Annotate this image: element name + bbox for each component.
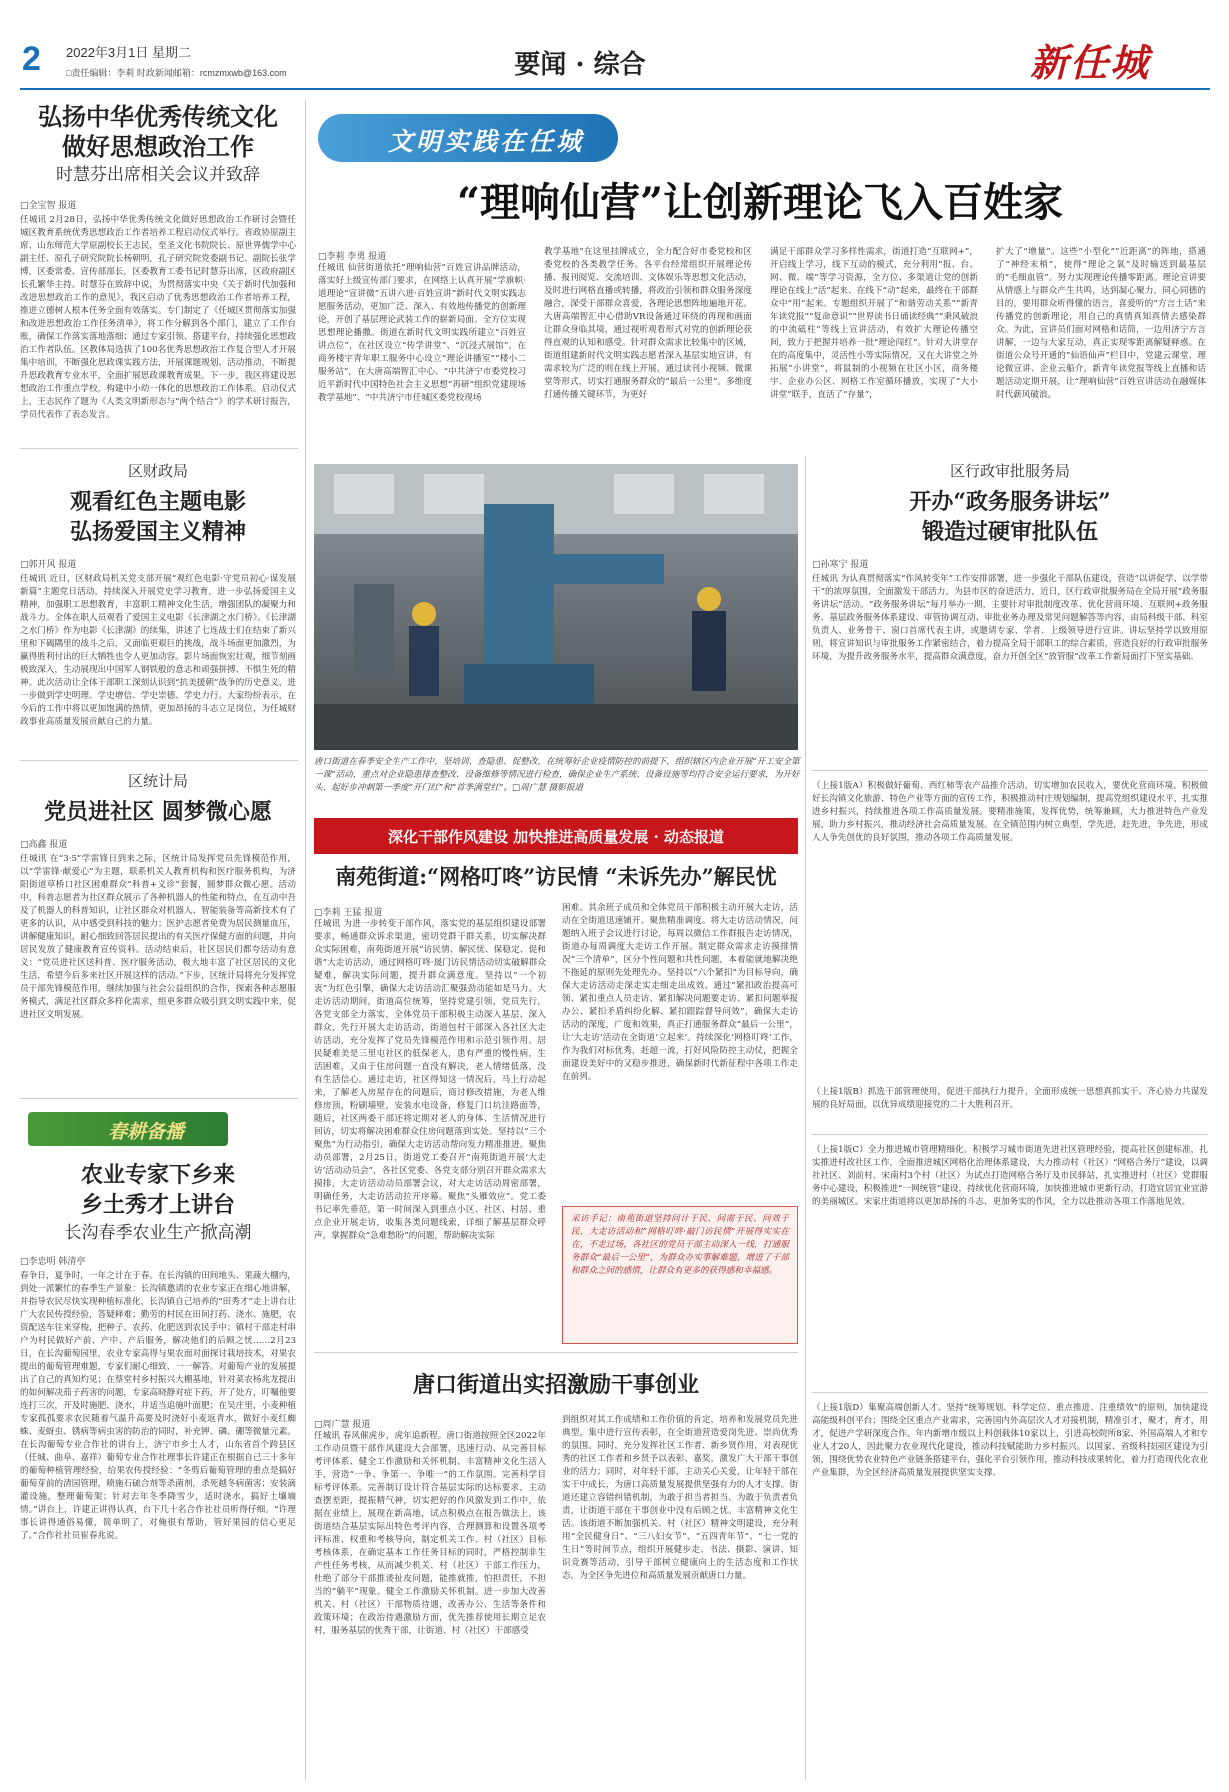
tangkou-title: 唐口街道出实招激励干事创业 bbox=[412, 1372, 699, 1398]
tangkou-byline: □周广慧 报道 bbox=[314, 1420, 371, 1430]
approval-byline: □孙寒宁 报道 bbox=[812, 560, 869, 570]
feature-col3: 满足干部群众学习多样性需求，街道打造“互联网+”，开启线上学习，线下互动的模式，充分利用“报、台、网、微、端”等学习资源，全方位、多渠道让党的创新理论在线上“活”起来、在线下“动”起来，最终在干部群众中“用”起来。专题组织开展了“和谐劳动关系”“新青年读党报”“复命意识”“世界读书日诵读经典”“秉风破浪的中流砥柱”等线上宣讲活动，有效扩大理论传播空间，致力于把握并培养一批“理论闯红”。针对大讲堂存在的高度集中，灵活性小等实际情况，又在大讲堂之外拓展“小讲堂”，将鼠制的小视频在社区小区，商务楼宇、企业办公区、网格工作室循环播放，实现了“大小讲堂”联手，直活了“存量”， bbox=[770, 247, 978, 400]
spring-banner bbox=[28, 1112, 228, 1146]
heritage-body: 任城讯 2月28日，弘扬中华优秀传统文化做好思想政治工作研讨会暨任城区教育系统优秀思想政治工作者培养工程启动仪式举行。省政协原副主席、山东师范大学原副校长王志民，至圣文化书院院长、原世界儒学中心副主任、原孔子研究院院长杨朝明，孔子研究院党委副书记、副院长张学博，区委常委、宣传部部长，区委教育工委书记时慧芬出席，区政府副区长孔繁华主持。时慧芬在致辞中说，为贯彻落实中央《关于新时代加强和改进思想政治工作的意见》，我区启动了优秀思想政治工作者培养工程，推进立德树人根本任务全面有效落实。专门制定了《任城区贯彻落实加强和改进思想政治工作任务清单》，将工作分解到各个部门，建立了工作台账，确保工作落实落地落细；通过专家引领、搭建平台，持续强化思想政治工作者队伍。区教体局选拔了100名优秀思想政治工作复合型人才开展集中培训，不断强化思政课实践方法，开展课题规划、活动推动，不断提升思政教育专业水平，全面扩展思政课教育成果。下一步，我区将建设思想政治工作重点学校，构建中小幼一体化的思想政治工作体系。启动仪式上，王志民作了题为《人类文明新形态与“两个结合”》的学术研讨报告，学员代表作了表态发言。 bbox=[20, 215, 296, 420]
feature-byline: □李莉 李勇 报道 bbox=[318, 252, 387, 262]
spring-banner-text: 春耕备播 bbox=[108, 1121, 185, 1143]
heritage-title-1: 弘扬中华优秀传统文化 bbox=[38, 102, 278, 131]
article-spring bbox=[20, 1160, 296, 1774]
heritage-title-2: 做好思想政治工作 bbox=[62, 132, 254, 161]
spring-title-1: 农业专家下乡来 bbox=[80, 1162, 235, 1188]
deepen-col2: 困难。其余班子成员和全体党员干部积极主动开展大走访，活动在全街道迅速铺开。聚焦精准调度。将大走访活动情况，问题纳入班子会议进行讨论，每周以微信工作群报告走访情况，街道办每周调度大走访工作开展。制定群众需求走访摸排情况“三个清单”，区分个性问题和共性问题，本着能就地解决绝不拖延的原则先处理先办。坚持以“六个紧扣”为目标导向，确保大走访活动走深走实走细走出成效。通过“紧扣政治提高可领、紧扣重点人员走访、紧扣解决问题要走访、紧扣问题举报办公、紧扣矛盾纠纷化解、紧扣跟踪督导问效”，确保大走访活动的深度，广度和效果，真正打通服务群众“最后一公里”，让‘大走访’活动在全街道‘立起来’。持续深化‘网格叮咚’工作，作为我们对标优秀，赶超一流，打好风险防控主动仗，把握全面建设美好中的又稳步推进，确保新时代新征程中各项工作走在前列。 bbox=[562, 903, 798, 1082]
finance-title-2: 弘扬爱国主义精神 bbox=[69, 519, 246, 545]
issue-date: 2022年3月1日 星期二 bbox=[66, 45, 191, 60]
finance-body: 任城讯 近日，区财政局机关党支部开展“观红色电影·守党员初心·谋发展新篇”主题党日活动，持续深入开展党史学习教育，进一步弘扬爱国主义精神，加强职工思想教育，丰富职工精神文化生活，增强团队的凝聚力和战斗力。全体在职人员观看了爱国主义电影《长津湖之水门桥》。《长津湖之水门桥》作为电影《长津湖》的续集，讲述了七连战士们在结束了新兴里和下碣隅里的战斗之后，又面临更艰巨的挑战，战斗场面更加激烈，为赢得胜利付出的巨大牺牲也令人更加动容。影片场面恢宏壮观，细节刻画极致深入，生动展现出中国军人钢铁般的意志和顽强拼搏、不惧生死的精神。此次活动让全体干部职工深刻认识到“抗美援朝”战争的历史意义，进一步做到学史明理、学史增信、学史崇德、学史力行。大家纷纷表示，在今后的工作中将以更加饱满的热情，更加昂扬的斗志立足岗位，为任城财政事业高质量发展贡献自己的力量。 bbox=[20, 574, 296, 727]
article-finance bbox=[20, 460, 296, 755]
spring-byline: □李忠明 韩清亭 bbox=[20, 1257, 86, 1267]
header-rule bbox=[20, 88, 1210, 90]
divider bbox=[314, 1352, 798, 1353]
statistics-title: 党员进社区 圆梦微心愿 bbox=[44, 799, 272, 825]
approval-title-1: 开办“政务服务讲坛” bbox=[909, 489, 1111, 515]
feature-title: “理响仙营”让创新理论飞入百姓家 bbox=[456, 179, 1063, 226]
brief-c: （上接1版C）全力推进城市管理精细化。积极学习城市街道先进社区管理经验，提高社区创建标准，扎实推进村改社区工作，全面推进城区网格化治理体系建设，大力推动村（社区）“网格合务厅”建设，以调社社区、刘前村、宋南村3个村（社区）为试点打造网格合务厅及市民驿站，扎实推进村（社区）党群服务中心建设，积极推进“一网统管”建设，持续优化营商环境，加快推进城市更新行动，打造宜居宜业宜游的美丽城区。宋家庄街道将以更加昂扬的斗志、更加务实的作风，全力以赴推动各项工作落地见效。 bbox=[812, 1145, 1208, 1207]
section-title: 要闻 · 综合 bbox=[514, 50, 646, 80]
deepen-banner-text: 深化干部作风建设 加快推进高质量发展 · 动态报道 bbox=[388, 828, 724, 846]
feature-col4: 扩大了“增量”。这些“小型化”“近距离”的阵地，搭通了“神经末梢”，使得“理论之氧”及时输送到最基层的“毛细血管”。努力实现理论传播零距离。理论宣讲要从情感上与群众产生共鸣，达到凝心聚力，同心同德的目的，要用群众听得懂的语言，喜爱听的“方言土话”来传播党的创新理论，用自己的真情真知真情去感染群众。为此，宣讲员们面对网格和话筒，一边用济宁方言讲解，一边与大家互动，真正实现零距离解疑释惑。在街道公众号开通的“仙语仙声”栏目中，党建云课堂、理论微宣讲、企业云船介，新青年读党报等线上直播和话题活动定期开展，让“理响仙营”百姓宣讲活动在融媒体时代薪风破浪。 bbox=[996, 247, 1206, 400]
finance-title-1: 观看红色主题电影 bbox=[69, 489, 246, 515]
column-divider bbox=[805, 456, 806, 1780]
brief-a: （上接1版A）积极做好葡萄、西红柿等农产品推介活动，切实增加农民收入，要优化营商环境。积极做好长沟镇文化旅游、特色产业等方面的宣传工作，积极推动村庄规划编制，提高党组织建设水平，扎实推进乡村振兴，持续推进各项工作高质量发展。要精准施策，发挥优势，统筹兼顾，大力推进特色产业发展，助力乡村振兴，推动经济社会高质量发展。在全镇范围内树立典型，学先进，赶先进，争先进，形成人人争先创优的良好氛围，推动各项工作高质量发展。 bbox=[812, 781, 1208, 843]
spring-body: 春争日，夏争时，一年之计在于春。在长沟镇的田间地头、果蔬大棚内，到处一派繁忙的春季生产景象：长沟镇邀请的农业专家正在细心地讲解，并指导农民尽快实现种植标准化，长沟镇自己培养的“田秀才”走上讲台让广大农民传授经验，答疑释难；勤劳的村民在田间打药、浇水、施肥，农资配送车往来穿梭，把种子、农药、化肥送到农民手中；镇村干部走村串户为村民做好产前、产中、产后服务，解决他们的后顾之忧……2月23日，在长沟葡萄园里，农业专家高得与果农面对面探讨栽培技术，对果农提出的葡萄管理难题，专家们耐心细致、一一解答。对葡萄产业的发展提出了自己的真知灼见；在蔡堂村乡村振兴大棚基地，针对菜农杨兆龙提出的如何解决茄子药害的问题，专家高晓静对症下药，开了处方，叮嘱他要连打三次，开及时施肥、浇水，并适当追施叶面肥；在吴庄里，小麦种植专家孤孤要求农民随着气温升高要及时浇好小麦返青水，做好小麦红蜘蛛、麦蚜虫、锈病等病虫害的防治的同时，补充钾、磷、硼等微量元素。在长沟葡萄专业合作社的讲台上，济宁市乡土人才，山东省首个跨县区（任城、曲阜、嘉祥）葡萄专业合作社理事长许建正在根据自己三十多年的葡萄种植管理经验，给果农传授经验：“冬剪后葡萄管理的重点是搞好葡萄芽前的清园管理，喷施石硫合剂等杀菌剂，杀死越冬病菌害；安装滴灌设施，整理葡萄架；针对去年冬季降雪少，适时浇水，搞好土壤墒情。”讲台上，许建正讲得认真，台下几十名合作社社员听得仔细。“许理事长讲得通俗易懂，简单明了，对俺很有帮助，管好果园的信心更足了。”合作社社员崔春兆说。 bbox=[20, 1271, 296, 1541]
statistics-body: 任城讯 在“3·5”学雷锋日到来之际，区统计局发挥党员先锋模范作用，以“学雷锋·献爱心”为主题，联系机关人教育机构和医疗服务机构，为济阳街道草桥口社区困难群众“科普+义诊”套餐，圆梦群众微心愿。活动中，科普志愿者为社区群众展示了各种机器人的性能和特点，在互动中吾及了机器人的科普知识，让社区群众对机器人、智能装备等高新技术有了更多的认识，从中感受到科技的魅力；医护志愿者免费为居民测量血压，讲解健康知识，耐心细致回答居民提出的有关医疗保健方面的问题，并向居民发放了健康教育宣传资料。活动结束后，社区居民们都夸活动有意义：“党员进社区送科普、医疗服务活动，极大地丰富了社区居民的文化生活，希望今后多来社区开展这样的活动。”下步，区统计局将充分发挥党员干部先锋模范作用，继续加强与社会公益组织的合作，探索各种志愿服务模式，满足社区群众多样化需求，组更多群众吸引到文明实践中来，促进社区文明发展。 bbox=[20, 854, 296, 1020]
article-statistics bbox=[20, 770, 296, 1089]
divider bbox=[812, 1392, 1208, 1393]
approval-body: 任城讯 为认真贯彻落实“作风转变年”工作安排部署，进一步强化干部队伍建设，营造“以讲促学、以学带干”的浓厚氛围，全面激发干部活力，为县市区的奋进活力，近日，区行政审批服务局在全局开展“政务服务讲坛”活动。“政务服务讲坛”每月举办一期，主要针对审批制度改革、优化营商环境、互联网+政务服务、基层政务服务体系建设、审管协调互动、审批业务办理及常见问题解答等内容，由局科级干部、科室负责人、业务骨干、窗口首席代表主讲，或邀请专家、学者、上级领导进行宣讲。讲坛坚持学以致用原则，将宣讲知识与审批服务工作紧密结合，着力提高全局干部职工的综合素质，营造良好的行政审批服务环境，为提升政务服务水平，提高群众满意度，奋力开创全区“放管服”改革工作新局面打下坚实基础。 bbox=[812, 574, 1208, 662]
deepen-quote-box bbox=[562, 1206, 798, 1344]
deepen-quote: 采访手记：南苑街道坚持问计于民、问需于民、问效于民，大走访活动和“网格叮咚·敲门访民情”开展得实实在在，不走过场，各社区的党员干部主动深入一线，打通服务群众“最后一公里”，为群众办实事解难题，增进了干部和群众之间的感情，让群众有更多的获得感和幸福感。 bbox=[571, 1214, 789, 1276]
feature-body bbox=[318, 246, 1208, 446]
article-approval bbox=[812, 460, 1208, 747]
brief-d: （上接1版D）集聚高端创新人才。坚持“统筹规划、科学定位、重点推进、注重绩效”的原则，加快建设高能级科创平台；围绕全区重点产业需求，完善国内外高层次人才对接机制，精准引才，聚才，育才，用才，促进产学研深度合作。年内新增市级以上科创载体10家以上，引进高校院所8家、外国高端人才和专业人才20人，因此聚力农业现代化建设，推动科技赋能助力乡村振兴。以国家、省级科技园区建设为引领，围绕优势农业特色产业链条搭建平台，强化平台引领作用，推动科技成果转化，着力打造现代化农业产业集群，为全区经济高质量发展提供坚实支撑。 bbox=[812, 1403, 1208, 1478]
finance-byline: □郭开风 报道 bbox=[20, 560, 77, 570]
masthead-logo: 新任城 bbox=[1030, 40, 1151, 85]
deepen-byline: □李莉 王猛 报道 bbox=[314, 908, 383, 918]
page-number: 2 bbox=[22, 40, 41, 78]
brief-b: （上接1版B）抓选干部管理使用，促进干部执行力提升，全面形成统一思想真抓实干、齐心协力共谋发展的良好局面，以优异成绩迎接党的二十大胜利召开。 bbox=[812, 1087, 1208, 1110]
deepen-title: 南苑街道:“网格叮咚”访民情 “未诉先办”解民忧 bbox=[335, 864, 777, 889]
feature-banner-text: 文明实践在任城 bbox=[388, 127, 585, 156]
feature-banner bbox=[318, 114, 618, 162]
article-heritage bbox=[20, 102, 296, 456]
spring-title-2: 乡土秀才上讲台 bbox=[80, 1192, 235, 1218]
editor-info: □责任编辑：李莉 时政新闻邮箱：rcmzmxwb@163.com bbox=[66, 68, 287, 78]
feature-col1: 任城讯 仙营街道依托“理响仙营”百姓宣讲品牌活动，落实好上级宣传部门要求，在网络上认真开展“学旗帜·道理论”宣讲微”五讲六进·百姓宣讲”新时代文明实践志愿服务活动，更加广泛、深入、有效地传播党的创新理论，开创了基层理论武装工作的崭新局面。全方位实现思想理论播撒。街道在新时代文明实践所建立“百姓宣讲点位”，在社区设立“传学讲堂”、“沉浸式展馆”，在商务楼宇青年职工服务中心设立“理论讲播室”“楼小二服务站”，在大唐高端智汇中心、“中共济宁市委党校习近平新时代中国特色社会主义思想”再研”组织党建现场教学基地”、“中共济宁市任城区委党校现场 bbox=[318, 263, 526, 403]
statistics-section: 区统计局 bbox=[127, 772, 188, 790]
deepen-col1: 任城讯 为进一步转变干部作风，落实党的基层组织建设部署要求，畅通群众诉求渠道，密切党群干群关系，切实解决群众实际困难，南苑街道开展“访民情、解民忧、保稳定、促和谐”大走访活动，通过网格叮咚·晟门访民情活动切实破解群众疑难，解决实际问题，提升群众满意度。坚持以“一个初衷”为红色引擎，确保大走访活动汇聚强劲动能如是马力。大走访活动期间，街道高位统筹，坚持党建引领，党员先行，各党支部全力落实，全体党员干部积极主动深入基层、深入群众，先行开展大走访活动，街道包村干部深入各社区大走访活动，充分发挥了党员先锋模范作用和示范引领作用。居民疑难美是三里屯社区的低保老人，患有严重的慢性病，生活困难，又由于住房问题一直没有解决，老人情绪低落，没有生活信心。通过走访，社区得知这一情况后，马上行动起来，了解老人房屋存在的问题后，商讨修改措施，为老人维修房顶，粉刷墙壁，安装水电设备，修复门口坑洼路面等，随后，社区两委干部还将定期对老人的身体、生活情况进行回访，切实将解决困难群众住房问题落到实处。坚持以“三个聚焦”为行动指引，确保大走访活动帮向发力精准推进。聚焦动员部署，2月25日，街道党工委召开“南苑街道开展‘大走访’活动动员会”，各社区党委、各党支部分别召开群众需求大摸排，大走访活动动员部署会议，对大走访活动周密部署，明确任务，大走访活动拉开序幕。聚焦“头雁效应”。党工委书记率先垂范，第一时间深入到重点小区、社区、村居、重点企业开展走访，收集各类问题线索，详细了解基层群众呼声，掌握群众“急难愁盼”的问题，帮助解决实际 bbox=[314, 919, 546, 1241]
heritage-subtitle: 时慧芬出席相关会议并致辞 bbox=[56, 165, 260, 185]
feature-col2: 教学基地”在这里挂牌成立，全力配合好市委党校和区委党校的各类教学任务。各平台经常组织开展理论传播、报刊阅览、交流培训、文体娱乐等思想文化活动，及时进行网格直播或转播，将政治引领和群众服务深度融合，深受干部群众喜爱，各理论思想阵地遍地开花。大唐高端智汇中心借助VR设备通过环绕的再现和画面让群众身临其境，通过视听观看形式对党的创新理论获得直观的认知和感受。针对群众需求比较集中的区域，街道组建新时代文明实践志愿者深入基层实地宣讲，有需求较为广泛的则在线上开展，通过读刊小视频、微课堂等形式，切实打通服务群众的“最后一公里”。多维度打通传播关键环节，为更好 bbox=[544, 247, 752, 400]
divider bbox=[20, 760, 298, 761]
approval-title-2: 锻造过硬审批队伍 bbox=[921, 519, 1098, 545]
divider bbox=[20, 1098, 298, 1099]
divider bbox=[812, 770, 1208, 771]
divider bbox=[20, 448, 298, 449]
factory-illustration bbox=[314, 464, 798, 750]
divider bbox=[812, 1134, 1208, 1135]
statistics-byline: □高鑫 报道 bbox=[20, 840, 68, 850]
finance-section: 区财政局 bbox=[127, 462, 188, 480]
column-divider bbox=[305, 100, 306, 1780]
deepen-banner bbox=[314, 818, 798, 854]
spring-subtitle: 长沟春季农业生产掀高潮 bbox=[64, 1223, 252, 1243]
photo-caption: 唐口街道在春季安全生产工作中，坚培训、查隐患、促整改，在统筹好企业疫情防控的前提下，组织辖区内企业开展“开工安全第一课”活动，重点对企业隐患排查整改、设备维修等情况进行检查，确保企业生产系统、设备设施等均符合安全运行要求，为开好头、起好步冲刺第一季度“开门红”和“首季满堂红”。□周广慧 摄影报道 bbox=[314, 757, 800, 793]
factory-photo bbox=[314, 464, 798, 750]
tangkou-col1: 任城讯 春风催虎步，虎年追新程。唐口街道按照全区2022年工作动员暨干部作风建设大会部署，迅速行动、从完善目标考评体系、健全工作激励和关怀机制、丰富精神文化生活入手，营造“一争、争第一、争唯一”的工作氛围。完善科学目标考评体系。完善制订设计符合基层实际的达标要求，主动查摆差距，提振精气神，切实把好的作风激发到工作中，依据在业绩上，展现在新高地，试点积极点在报告做法上，该街道结合基层实际出特色考评内容，合理测算和设置各项考评标准、权重和考核导向，制定机关工作、村（社区）目标考核体系，在确定基本工作任务目标的同时，严格控制非生产性任务考核，从而减少机关、村（社区）干部工作压力，杜绝了部分干部推诿扯皮问题，能推就推，怕担责任，不担当的“躺平”现象。健全工作激励关怀机制。进一步加大改善机关、村（社区）干部物质待遇，改善办公、生活等条件和政策环境；在政治待遇激励方面，优先推荐使用长期立足农村，服务基层的优秀干部，让街道、村（社区）干部感受 bbox=[314, 1431, 546, 1636]
heritage-byline: □全宝智 报道 bbox=[20, 201, 77, 211]
tangkou-col2: 到组织对其工作成绩和工作价值的肯定，培养和发展党员先进典型，集中进行宣传表彰，在全街道营造爱岗先进、崇尚优秀的氛围。同时，充分发挥社区工作者、新乡贤作用，对表现优秀的社区工作者和乡贤予以表彰、嘉奖，激发广大干部干事创业的活力；同时，对年轻干部，主动关心关爱，让年轻干部在实干中成长，为唐口高质量发展提供坚强有力的人才支撑。街道还建立容错纠错机制，为敢于担当者担当、为敢于负责者负责，让街道干部在干事创业中没有后顾之忧。丰富精神文化生活。该街道不断加强机关、村（社区）精神文明建设，充分利用“全民健身日”、“三八妇女节”、“五四青年节”、“七一党的生日”等时间节点，组织开展健步走、书法、摄影、演讲、知识竞赛等活动，引导干部树立健康向上的生活态度和工作状态，为全区争先进位和高质量发展贡献唐口力量。 bbox=[562, 1415, 798, 1581]
approval-section: 区行政审批服务局 bbox=[949, 462, 1070, 480]
